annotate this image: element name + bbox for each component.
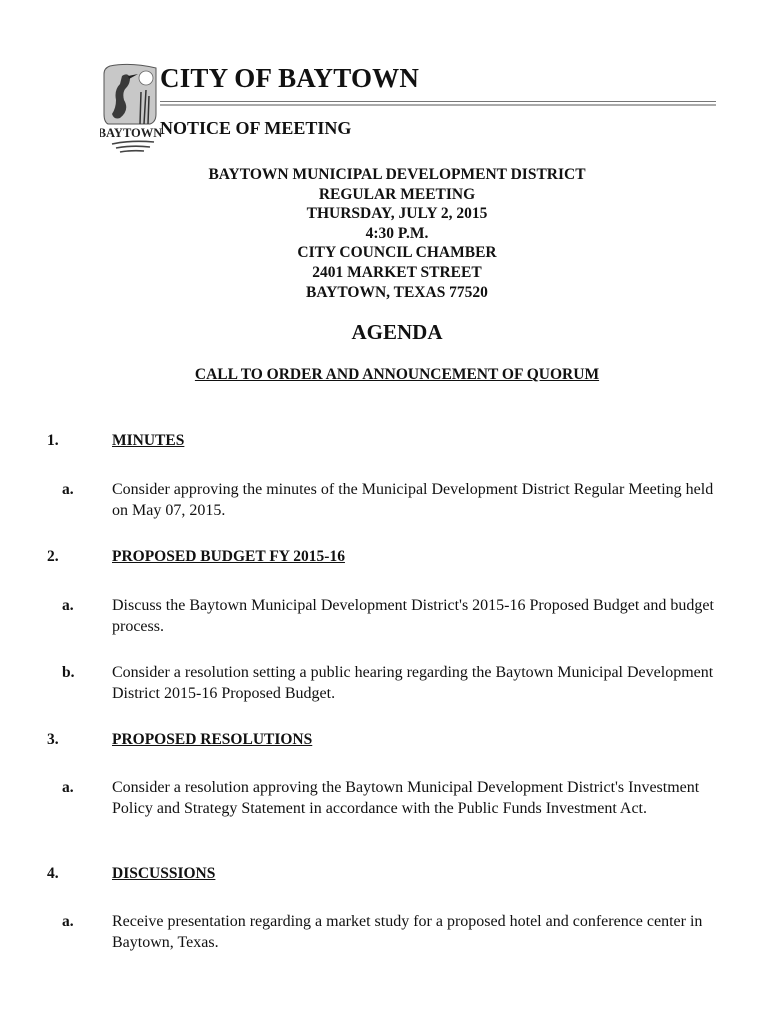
call-to-order-text: CALL TO ORDER AND ANNOUNCEMENT OF QUORUM xyxy=(194,366,600,383)
section-title-budget: PROPOSED BUDGET FY 2015-16 xyxy=(112,548,345,565)
item-letter: a. xyxy=(62,481,74,498)
item-letter: b. xyxy=(62,664,75,681)
title-rule-double xyxy=(160,104,716,106)
header-line-street: 2401 MARKET STREET xyxy=(312,263,482,281)
agenda-title-text: AGENDA xyxy=(351,320,443,344)
section-number: 4. xyxy=(47,865,59,882)
header-line-time: 4:30 P.M. xyxy=(365,224,429,242)
header-line-meeting-type: REGULAR MEETING xyxy=(318,185,476,203)
header-line-district: BAYTOWN MUNICIPAL DEVELOPMENT DISTRICT xyxy=(208,166,586,183)
item-letter: a. xyxy=(62,597,74,614)
agenda-item-text: Receive presentation regarding a market study for a proposed hotel and conference center in Baytown, Texas. xyxy=(112,913,703,951)
notice-title: NOTICE OF MEETING xyxy=(160,118,352,138)
section-title-resolutions: PROPOSED RESOLUTIONS xyxy=(112,731,313,748)
agenda-item-text: Consider a resolution approving the Baytown Municipal Development District's Investment Policy and Strategy Statement in accordance with the Public Funds Investment Act. xyxy=(112,779,700,817)
header-line-date: THURSDAY, JULY 2, 2015 xyxy=(306,205,488,223)
heron-logo-icon xyxy=(100,62,162,154)
agenda-item-text: Consider a resolution setting a public hearing regarding the Baytown Municipal Development District 2015-16 Proposed Budget. xyxy=(112,664,714,702)
title-rule xyxy=(160,101,716,102)
section-number: 1. xyxy=(47,432,59,449)
section-number: 3. xyxy=(47,731,59,748)
city-title: CITY OF BAYTOWN xyxy=(160,63,420,93)
agenda-title xyxy=(0,320,770,345)
item-letter: a. xyxy=(62,913,74,930)
item-letter: a. xyxy=(62,779,74,796)
section-number: 2. xyxy=(47,548,59,565)
agenda-item-text: Discuss the Baytown Municipal Development District's 2015-16 Proposed Budget and budget process. xyxy=(112,597,714,635)
header-line-venue: CITY COUNCIL CHAMBER xyxy=(297,244,497,262)
call-to-order xyxy=(0,366,770,384)
city-logo xyxy=(100,62,162,154)
section-title-discussions: DISCUSSIONS xyxy=(112,865,216,882)
svg-text:BAYTOWN: BAYTOWN xyxy=(100,126,162,140)
section-title-minutes: MINUTES xyxy=(112,432,185,449)
meeting-header xyxy=(0,165,770,302)
header-line-city: BAYTOWN, TEXAS 77520 xyxy=(306,283,488,301)
agenda-item-text: Consider approving the minutes of the Municipal Development District Regular Meeting held on May 07, 2015. xyxy=(112,481,714,519)
